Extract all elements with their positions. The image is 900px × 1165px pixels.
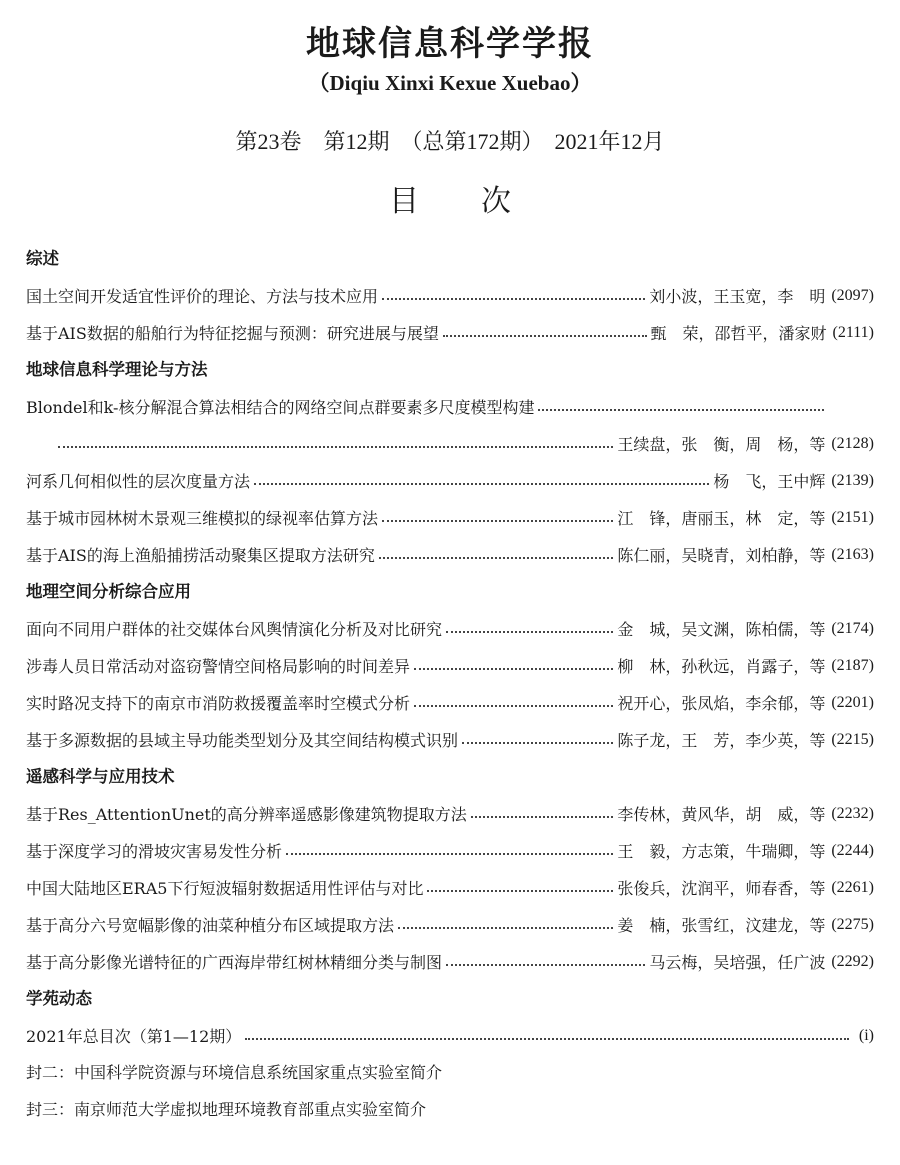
entry-page: (2097)	[831, 286, 874, 304]
entry-page: (2187)	[831, 656, 874, 674]
issue-info: 第23卷 第12期 （总第172期） 2021年12月	[235, 129, 665, 154]
entry-page: (2128)	[831, 434, 874, 452]
entry-page: (2151)	[831, 508, 874, 526]
toc-entry[interactable]	[26, 869, 874, 906]
entry-page: (2275)	[831, 915, 874, 933]
leader-dots	[382, 298, 645, 300]
journal-title: 地球信息科学学报	[306, 24, 594, 64]
entry-authors: 姜 楠，张雪红，汶建龙，等	[617, 916, 826, 935]
entry-title: 基于高分六号宽幅影像的油菜种植分布区域提取方法	[26, 916, 395, 935]
entry-authors: 金 城，吴文渊，陈柏儒，等	[617, 620, 826, 639]
entry-title: 中国大陆地区ERA5下行短波辐射数据适用性评估与对比	[26, 879, 424, 898]
entry-authors: 马云梅，吴培强，任广波	[649, 953, 826, 972]
entry-page: (2261)	[831, 878, 874, 896]
toc-entry[interactable]	[26, 1017, 874, 1054]
section-heading: 地球信息科学理论与方法	[26, 360, 208, 379]
toc-entry[interactable]	[26, 684, 874, 721]
leader-dots	[538, 409, 824, 411]
section-heading: 遥感科学与应用技术	[26, 767, 175, 786]
inside-back-cover-note: 封三：南京师范大学虚拟地理环境教育部重点实验室简介	[26, 1100, 427, 1119]
toc-entry[interactable]	[26, 536, 874, 573]
toc-entry-continued[interactable]	[26, 425, 874, 462]
entry-title: 面向不同用户群体的社交媒体台风舆情演化分析及对比研究	[26, 620, 443, 639]
toc-entry[interactable]	[26, 832, 874, 869]
leader-dots	[58, 446, 613, 448]
leader-dots	[446, 631, 613, 633]
entry-page: (2174)	[831, 619, 874, 637]
entry-title: 实时路况支持下的南京市消防救援覆盖率时空模式分析	[26, 694, 411, 713]
section-heading: 地理空间分析综合应用	[26, 582, 191, 601]
toc-entry[interactable]	[26, 388, 874, 425]
entry-authors: 张俊兵，沈润平，师春香，等	[617, 879, 826, 898]
leader-dots	[398, 927, 613, 929]
entry-title: 2021年总目次（第1—12期）	[26, 1027, 242, 1046]
leader-dots	[379, 557, 613, 559]
leader-dots	[414, 705, 613, 707]
entry-authors: 甄 荣，邵哲平，潘家财	[650, 324, 827, 343]
leader-dots	[462, 742, 613, 744]
entry-page: (2215)	[831, 730, 874, 748]
entry-page: (2201)	[831, 693, 874, 711]
entry-title: Blondel和k-核分解混合算法相结合的网络空间点群要素多尺度模型构建	[26, 398, 535, 417]
entry-authors: 陈仁丽，吴晓青，刘柏静，等	[617, 546, 826, 565]
entry-title: 基于AIS数据的船舶行为特征挖掘与预测：研究进展与展望	[26, 324, 439, 343]
leader-dots	[382, 520, 613, 522]
entry-title: 基于城市园林树木景观三维模拟的绿视率估算方法	[26, 509, 379, 528]
toc-entry[interactable]	[26, 277, 874, 314]
entry-authors: 王续盘，张 衡，周 杨，等	[617, 435, 826, 454]
entry-title: 河系几何相似性的层次度量方法	[26, 472, 251, 491]
entry-page: (2232)	[831, 804, 874, 822]
inside-front-cover-note: 封二：中国科学院资源与环境信息系统国家重点实验室简介	[26, 1063, 443, 1082]
entry-page: (i)	[858, 1026, 874, 1044]
leader-dots	[427, 890, 613, 892]
entry-authors: 刘小波，王玉宽，李 明	[649, 287, 826, 306]
toc-entry[interactable]	[26, 499, 874, 536]
toc-entry[interactable]	[26, 610, 874, 647]
entry-page: (2139)	[831, 471, 874, 489]
toc-entry[interactable]	[26, 906, 874, 943]
entry-page: (2244)	[831, 841, 874, 859]
toc-entry[interactable]	[26, 462, 874, 499]
entry-authors: 江 锋，唐丽玉，林 定，等	[617, 509, 826, 528]
leader-dots	[254, 483, 709, 485]
entry-page: (2292)	[831, 952, 874, 970]
entry-title: 基于深度学习的滑坡灾害易发性分析	[26, 842, 283, 861]
leader-dots	[443, 335, 647, 337]
table-of-contents	[26, 240, 874, 1128]
leader-dots	[286, 853, 613, 855]
entry-title: 基于AIS的海上渔船捕捞活动聚集区提取方法研究	[26, 546, 375, 565]
entry-page: (2163)	[831, 545, 874, 563]
entry-authors: 杨 飞，王中辉	[713, 472, 826, 491]
toc-entry[interactable]	[26, 795, 874, 832]
entry-authors: 祝开心，张凤焰，李余郁，等	[617, 694, 826, 713]
entry-title: 基于多源数据的县域主导功能类型划分及其空间结构模式识别	[26, 731, 459, 750]
contents-heading: 目次	[389, 184, 573, 219]
entry-authors: 柳 林，孙秋远，肖露子，等	[617, 657, 826, 676]
leader-dots	[471, 816, 614, 818]
leader-dots	[414, 668, 613, 670]
entry-title: 基于Res_AttentionUnet的高分辨率遥感影像建筑物提取方法	[26, 805, 467, 824]
leader-dots	[245, 1038, 849, 1040]
section-heading: 综述	[26, 249, 59, 268]
entry-title: 涉毒人员日常活动对盗窃警情空间格局影响的时间差异	[26, 657, 411, 676]
entry-page: (2111)	[832, 323, 874, 341]
entry-authors: 陈子龙，王 芳，李少英，等	[617, 731, 826, 750]
entry-authors: 王 毅，方志策，牛瑞卿，等	[617, 842, 826, 861]
toc-entry[interactable]	[26, 721, 874, 758]
entry-title: 基于高分影像光谱特征的广西海岸带红树林精细分类与制图	[26, 953, 443, 972]
toc-entry[interactable]	[26, 943, 874, 980]
toc-entry[interactable]	[26, 647, 874, 684]
section-heading: 学苑动态	[26, 989, 92, 1008]
entry-authors: 李传林，黄风华，胡 威，等	[617, 805, 826, 824]
entry-title: 国土空间开发适宜性评价的理论、方法与技术应用	[26, 287, 379, 306]
toc-entry[interactable]	[26, 314, 874, 351]
journal-subtitle: （Diqiu Xinxi Kexue Xuebao）	[308, 71, 592, 95]
leader-dots	[446, 964, 645, 966]
